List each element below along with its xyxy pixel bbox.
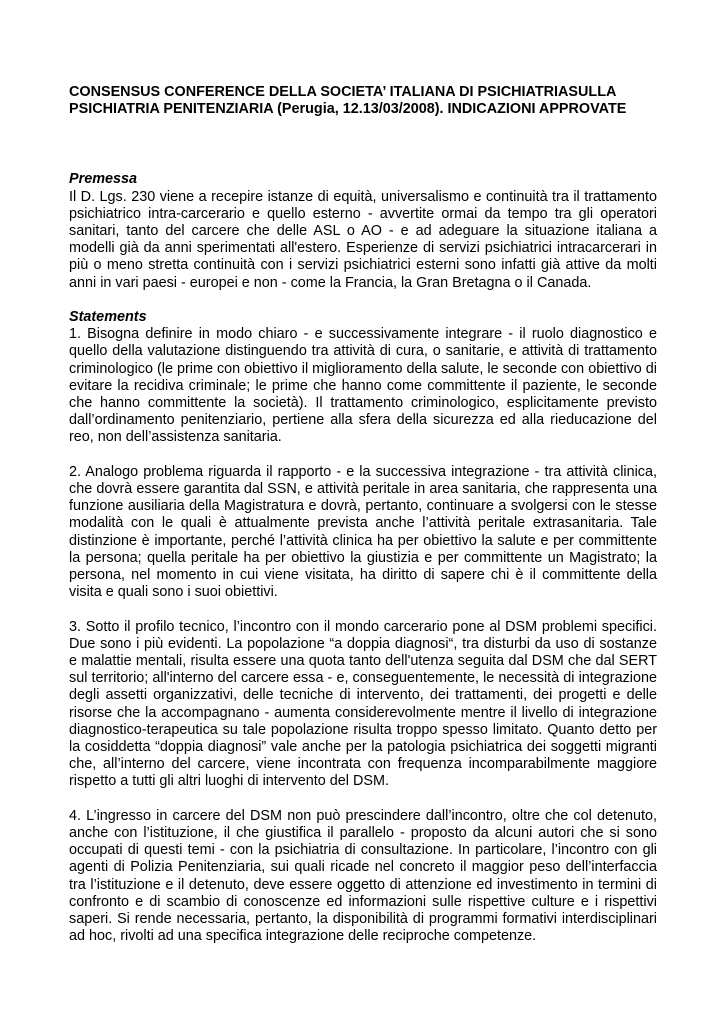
premessa-paragraph: Il D. Lgs. 230 viene a recepire istanze di equità, universalismo e continuità tra il trattamento psichiatrico intra-carcerario e quello esterno - avvertite ormai da tempo tra gli operatori sanitari, tanto del carcere che delle ASL o AO - e ad adeguare la situazione italiana a modelli già da anni sperimentati all'estero. Esperienze di servizi psichiatrici intracarcerari in più o meno stretta continuità con i servizi psichiatrici esterni sono infatti già attive da molti anni in vari paesi - europei e non - come la Francia, la Gran Bretagna o il Canada.	[69, 188, 657, 291]
document-title: CONSENSUS CONFERENCE DELLA SOCIETA’ ITALIANA DI PSICHIATRIASULLA PSICHIATRIA PENITENZIARIA (Perugia, 12.13/03/2008). INDICAZIONI APPROVATE	[69, 84, 627, 118]
statement-2: 2. Analogo problema riguarda il rapporto - e la successiva integrazione - tra attività clinica, che dovrà essere garantita dal SSN, e attività peritale in area sanitaria, che rappresenta una funzione ausiliaria della Magistratura e dovrà, pertanto, continuare a svolgersi con le stesse modalità con le quali è attualmente prevista anche l’attività peritale extrasanitaria. Tale distinzione è importante, perché l’attività clinica ha per obiettivo la salute e per committente la persona; quella peritale ha per obiettivo la giustizia e per committente un Magistrato; la persona, nel momento in cui viene visitata, ha diritto di sapere chi è il committente della visita e quali sono i suoi obiettivi.	[69, 463, 657, 601]
statement-4: 4. L’ingresso in carcere del DSM non può prescindere dall’incontro, oltre che col detenuto, anche con l’istituzione, il che giustifica il parallelo - proposto da alcuni autori che si sono occupati di questi temi - con la psichiatria di consultazione. In particolare, l’incontro con gli agenti di Polizia Penitenziaria, sui quali ricade nel concreto il maggior peso dell’interfaccia tra l’istituzione e il detenuto, deve essere oggetto di attenzione ed investimento in termini di confronto e di scambio di conoscenze ed informazioni sulle rispettive culture e i rispettivi saperi. Si rende necessaria, pertanto, la disponibilità di programmi formativi interdisciplinari ad hoc, rivolti ad una specifica integrazione delle reciproche competenze.	[69, 807, 657, 945]
statements-heading: Statements	[69, 309, 147, 326]
statement-3: 3. Sotto il profilo tecnico, l’incontro con il mondo carcerario pone al DSM problemi specifici. Due sono i più evidenti. La popolazione “a doppia diagnosi“, tra disturbi da uso di sostanze e malattie mentali, risulta essere una quota tanto dell'utenza seguita dal DSM che dal SERT sul territorio; all'interno del carcere essa - e, conseguentemente, le necessità di integrazione degli assetti organizzativi, delle tecniche di intervento, dei trattamenti, dei progetti e delle risorse che la accompagnano - aumenta considerevolmente mentre il livello di integrazione diagnostico-terapeutica su tale popolazione risulta troppo spesso limitato. Quanto detto per la cosiddetta “doppia diagnosi” vale anche per la patologia psichiatrica dei soggetti migranti che, all’interno del carcere, viene incontrata con frequenza incomparabilmente maggiore rispetto a tutti gli altri luoghi di intervento del DSM.	[69, 618, 657, 790]
spacer	[69, 447, 657, 464]
spacer	[69, 601, 657, 618]
spacer	[69, 791, 657, 808]
premessa-heading: Premessa	[69, 171, 138, 188]
document-page	[69, 84, 657, 945]
spacer	[69, 292, 657, 309]
statement-1: 1. Bisogna definire in modo chiaro - e successivamente integrare - il ruolo diagnostico e quello della valutazione distinguendo tra attività di cura, o sanitarie, e attività di trattamento criminologico (le prime con obiettivo il miglioramento della salute, le seconde con obiettivo di evitare la recidiva criminale; le prime che hanno come committente il paziente, le seconde che hanno committente la società). Il trattamento criminologico, esplicitamente previsto dall’ordinamento penitenziario, pertiene alla sfera della sicurezza ed alla rieducazione del reo, non dell’assistenza sanitaria.	[69, 326, 657, 446]
